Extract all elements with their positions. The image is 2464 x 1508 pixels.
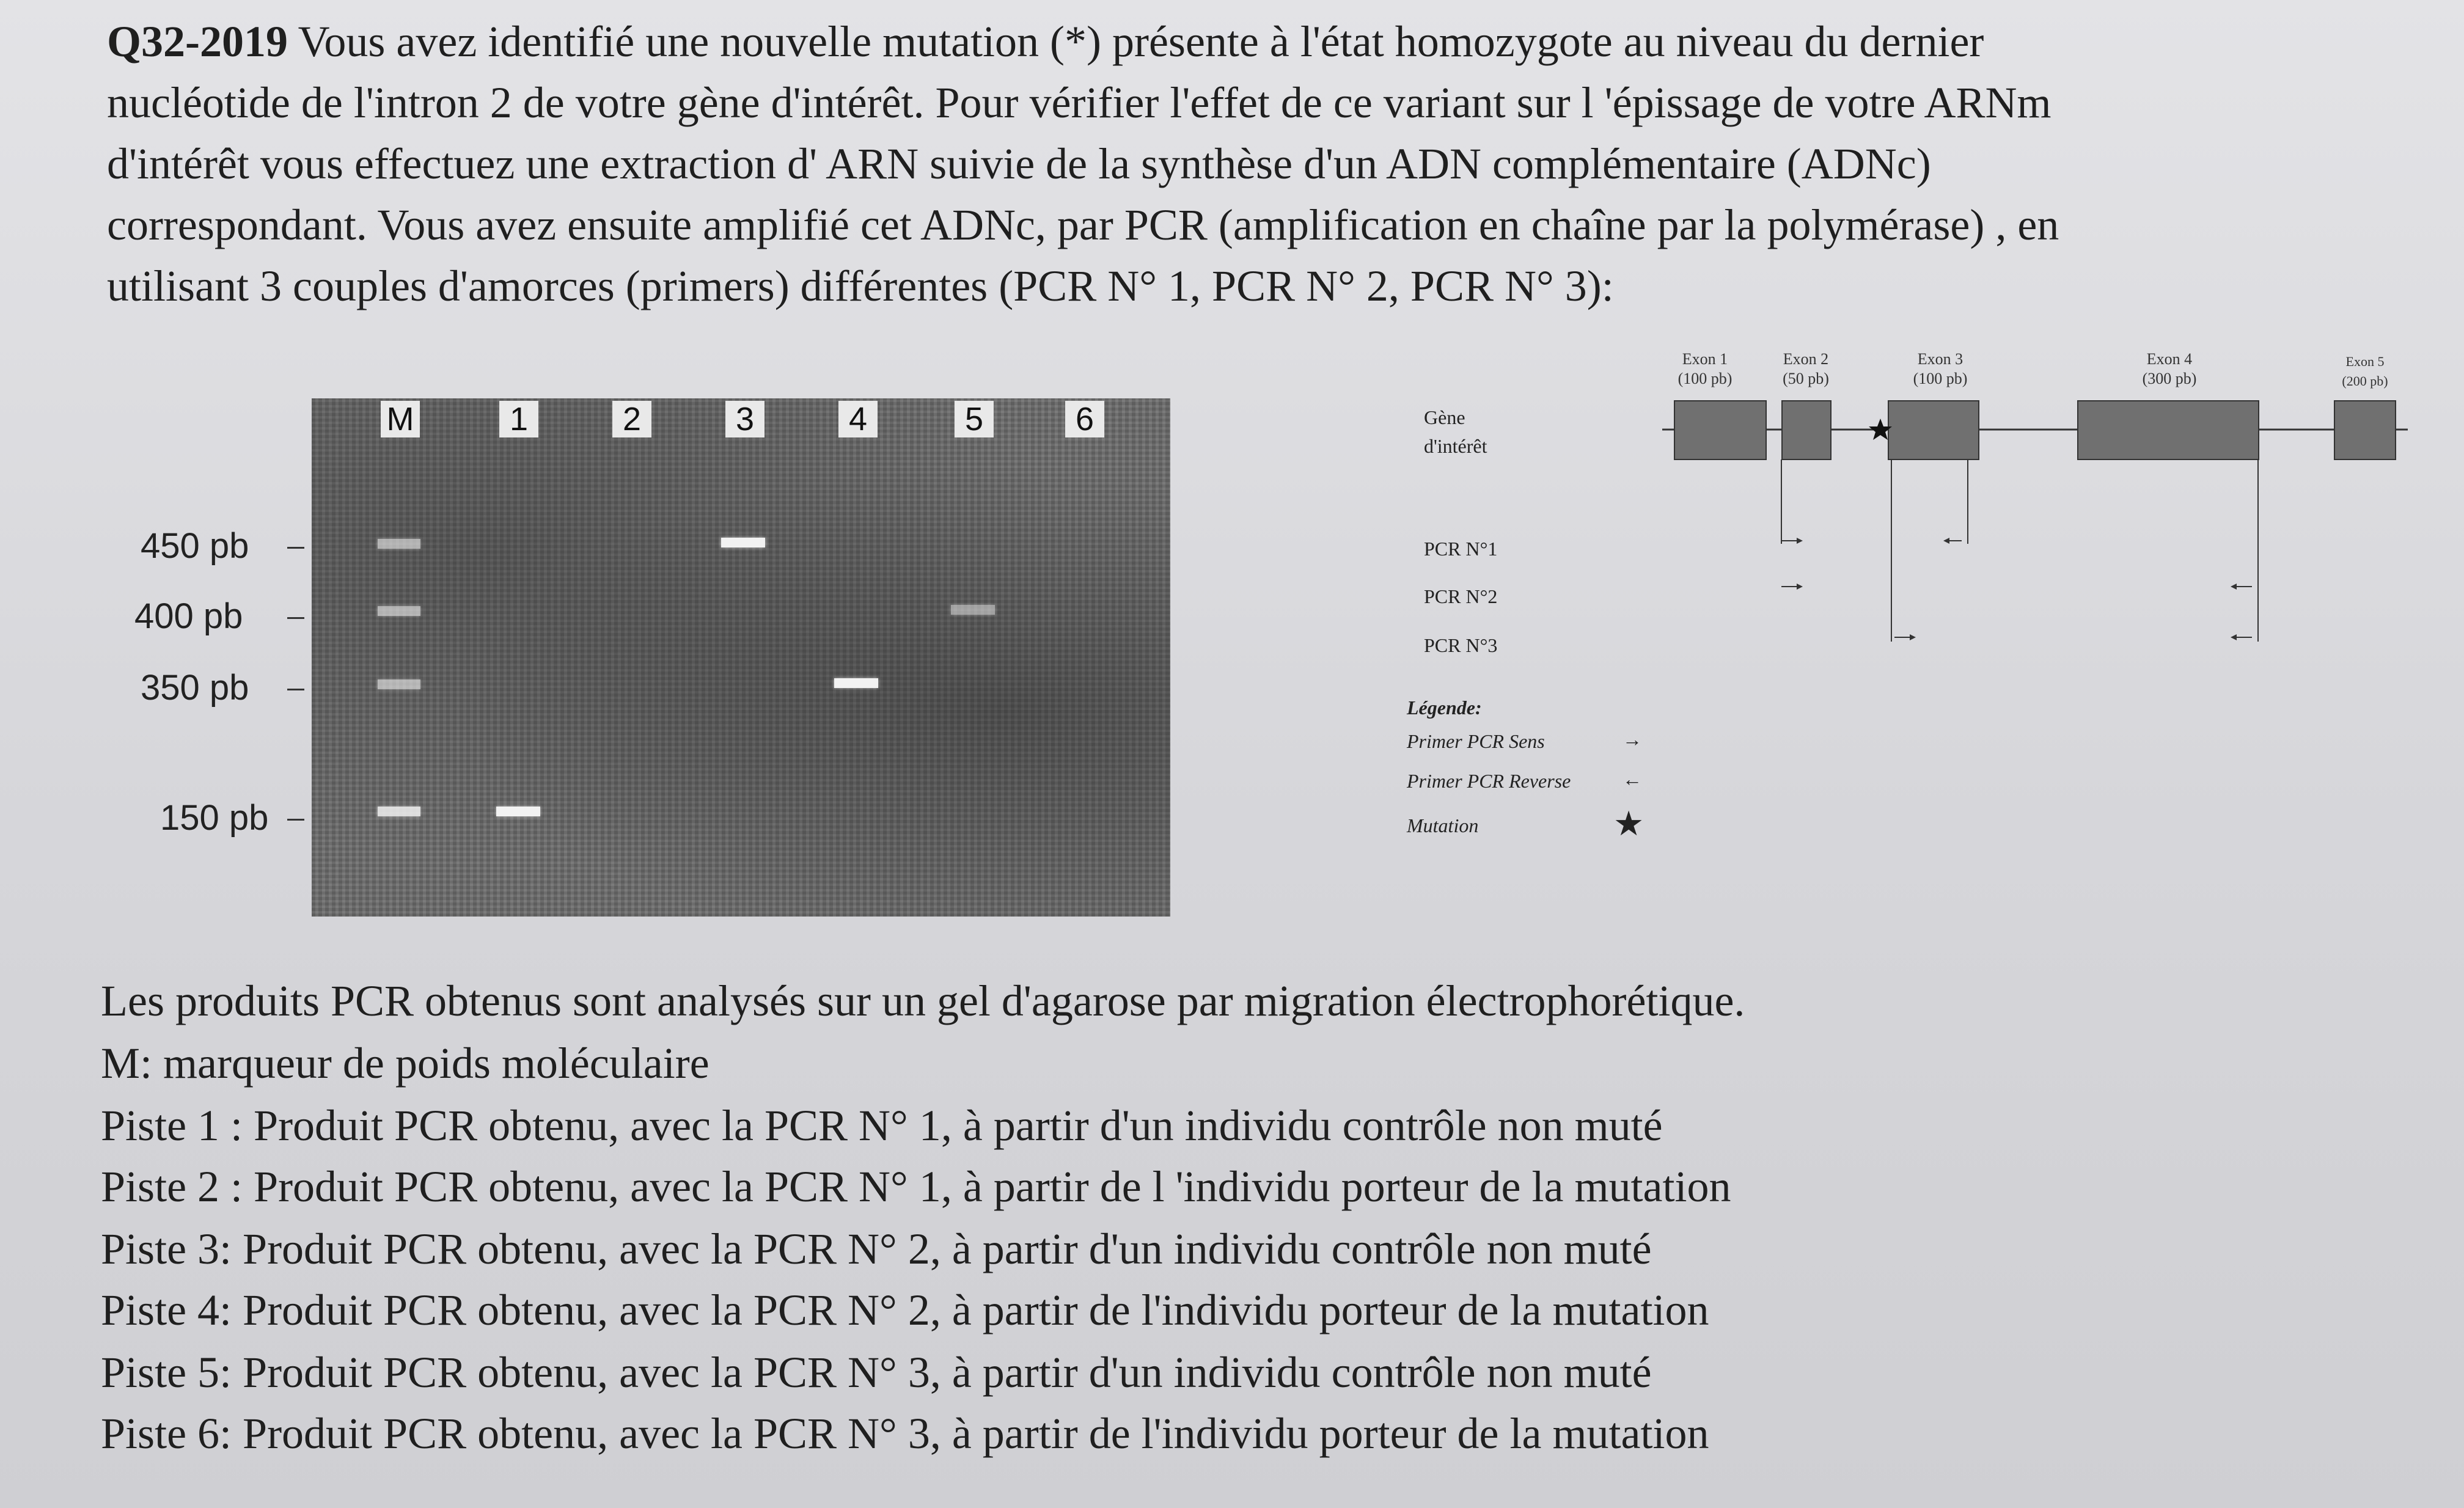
- gel-image: [312, 398, 1170, 917]
- size-label-150: 150 pb: [160, 798, 269, 838]
- caption-line: Piste 1 : Produit PCR obtenu, avec la PCR N° 1, à partir d'un individu contrôle non muté: [101, 1101, 1663, 1150]
- pcr-label-1: PCR N°1: [1424, 538, 1498, 560]
- question-text: [107, 11, 2059, 317]
- exon-2-box: [1782, 401, 1831, 459]
- caption-line: Piste 4: Produit PCR obtenu, avec la PCR N° 2, à partir de l'individu porteur de la mutation: [101, 1286, 1709, 1334]
- question-line: d'intérêt vous effectuez une extraction d' ARN suivie de la synthèse d'un ADN complémentaire (ADNc): [107, 139, 1931, 188]
- question-line-text: Vous avez identifié une nouvelle mutation (*) présente à l'état homozygote au niveau du dernier: [287, 17, 1984, 66]
- size-tick: [287, 617, 304, 619]
- agarose-gel: [312, 398, 1170, 917]
- reverse-arrow-icon: ←: [1623, 768, 1642, 790]
- gene-label: Gène: [1424, 406, 1465, 428]
- exon-label-1: Exon 1 (100 pb): [1678, 350, 1733, 387]
- exon-5-box: [2334, 401, 2396, 459]
- lane-label-2: 2: [612, 401, 651, 437]
- caption-line: Piste 3: Produit PCR obtenu, avec la PCR N° 2, à partir d'un individu contrôle non muté: [101, 1224, 1652, 1273]
- size-tick: [287, 689, 304, 690]
- size-label-400: 400 pb: [134, 596, 243, 636]
- lane-label-5: 5: [955, 401, 994, 437]
- marker-band-350: [378, 679, 420, 689]
- exon-3-box: [1888, 401, 1979, 459]
- pcr-label-3: PCR N°3: [1424, 634, 1498, 656]
- caption-line: Piste 2 : Produit PCR obtenu, avec la PCR N° 1, à partir de l 'individu porteur de la mutation: [101, 1162, 1731, 1211]
- lane-3-band: [721, 538, 765, 547]
- exon-label-2: Exon 2 (50 pb): [1783, 350, 1829, 387]
- caption-line: Piste 6: Produit PCR obtenu, avec la PCR N° 3, à partir de l'individu porteur de la mutation: [101, 1409, 1709, 1458]
- caption-line: M: marqueur de poids moléculaire: [101, 1039, 710, 1088]
- marker-band-450: [378, 539, 420, 549]
- star-icon: ★: [1613, 805, 1645, 843]
- legend-reverse: Primer PCR Reverse: [1407, 770, 1571, 792]
- exon-1-box: [1674, 401, 1766, 459]
- forward-arrow-icon: →: [1623, 728, 1642, 750]
- lane-label-4: 4: [838, 401, 878, 437]
- lane-label-3: 3: [725, 401, 765, 437]
- exon-label-4: Exon 4 (300 pb): [2142, 350, 2197, 387]
- legend-forward: Primer PCR Sens: [1407, 730, 1545, 752]
- legend-mutation: Mutation: [1407, 814, 1479, 836]
- lane-5-band: [951, 605, 995, 615]
- question-line: [107, 11, 2059, 72]
- size-label-450: 450 pb: [141, 526, 249, 566]
- exon-label-3: Exon 3 (100 pb): [1913, 350, 1968, 387]
- question-line: nucléotide de l'intron 2 de votre gène d'intérêt. Pour vérifier l'effet de ce variant sur l 'épissage de votre ARNm: [107, 78, 2052, 127]
- lane-label-m: M: [381, 401, 420, 437]
- pcr-label-2: PCR N°2: [1424, 585, 1498, 607]
- legend-title: Légende:: [1407, 697, 1482, 719]
- caption-line: Les produits PCR obtenus sont analysés sur un gel d'agarose par migration électrophorétique.: [101, 976, 1745, 1025]
- question-line: utilisant 3 couples d'amorces (primers) différentes (PCR N° 1, PCR N° 2, PCR N° 3):: [107, 262, 1614, 310]
- lane-label-1: 1: [499, 401, 538, 437]
- marker-band-150: [378, 807, 420, 816]
- marker-band-400: [378, 606, 420, 616]
- question-line: correspondant. Vous avez ensuite amplifié cet ADNc, par PCR (amplification en chaîne par la polymérase) , en: [107, 200, 2059, 249]
- caption-line: Piste 5: Produit PCR obtenu, avec la PCR N° 3, à partir d'un individu contrôle non muté: [101, 1348, 1652, 1397]
- size-label-350: 350 pb: [141, 668, 249, 708]
- lane-1-band: [496, 807, 540, 816]
- lane-4-band: [834, 678, 878, 688]
- size-tick: [287, 819, 304, 821]
- question-id: Q32-2019: [107, 17, 288, 66]
- size-tick: [287, 547, 304, 549]
- gene-label: d'intérêt: [1424, 435, 1487, 457]
- lane-label-6: 6: [1065, 401, 1104, 437]
- exon-label-5: Exon 5 (200 pb): [2342, 354, 2388, 389]
- exon-4-box: [2078, 401, 2259, 459]
- gene-diagram: [1662, 391, 2408, 648]
